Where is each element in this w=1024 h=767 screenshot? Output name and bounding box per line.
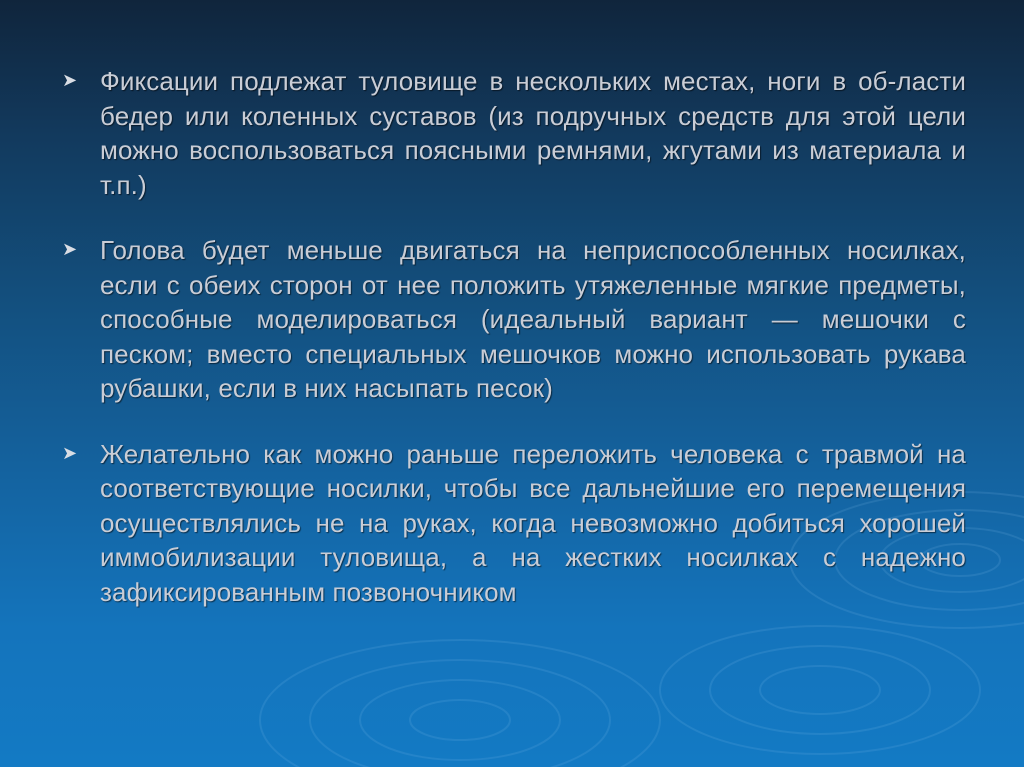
chevron-right-icon: ➤ xyxy=(62,442,78,463)
bullet-text: Фиксации подлежат туловище в нескольких местах, ноги в об-ласти бедер или коленных суставов (из подручных средств для этой цели можно воспользоваться поясными ремнями, жгутами из материала и т.п.) xyxy=(100,66,966,200)
chevron-right-icon: ➤ xyxy=(62,70,78,90)
chevron-right-icon: ➤ xyxy=(62,239,78,259)
slide-body xyxy=(62,64,966,640)
bullet-item xyxy=(62,437,966,610)
bullet-text: Голова будет меньше двигаться на неприспособленных носилках, если с обеих сторон от нее положить утяжеленные мягкие предметы, способные моделироваться (идеальный вариант — мешочки с песком; вместо специальных мешочков можно использовать рукава рубашки, если в них насыпать песок) xyxy=(100,235,966,403)
bullet-text: Желательно как можно раньше переложить человека с травмой на соответствующие носилки, чтобы все дальнейшие его перемещения осуществлялись не на руках, когда невозможно добиться хорошей иммобилизации туловища, а на жестких носилках с надежно зафиксированным позвоночником xyxy=(100,438,966,607)
bullet-item xyxy=(62,64,966,202)
bullet-item xyxy=(62,233,966,406)
